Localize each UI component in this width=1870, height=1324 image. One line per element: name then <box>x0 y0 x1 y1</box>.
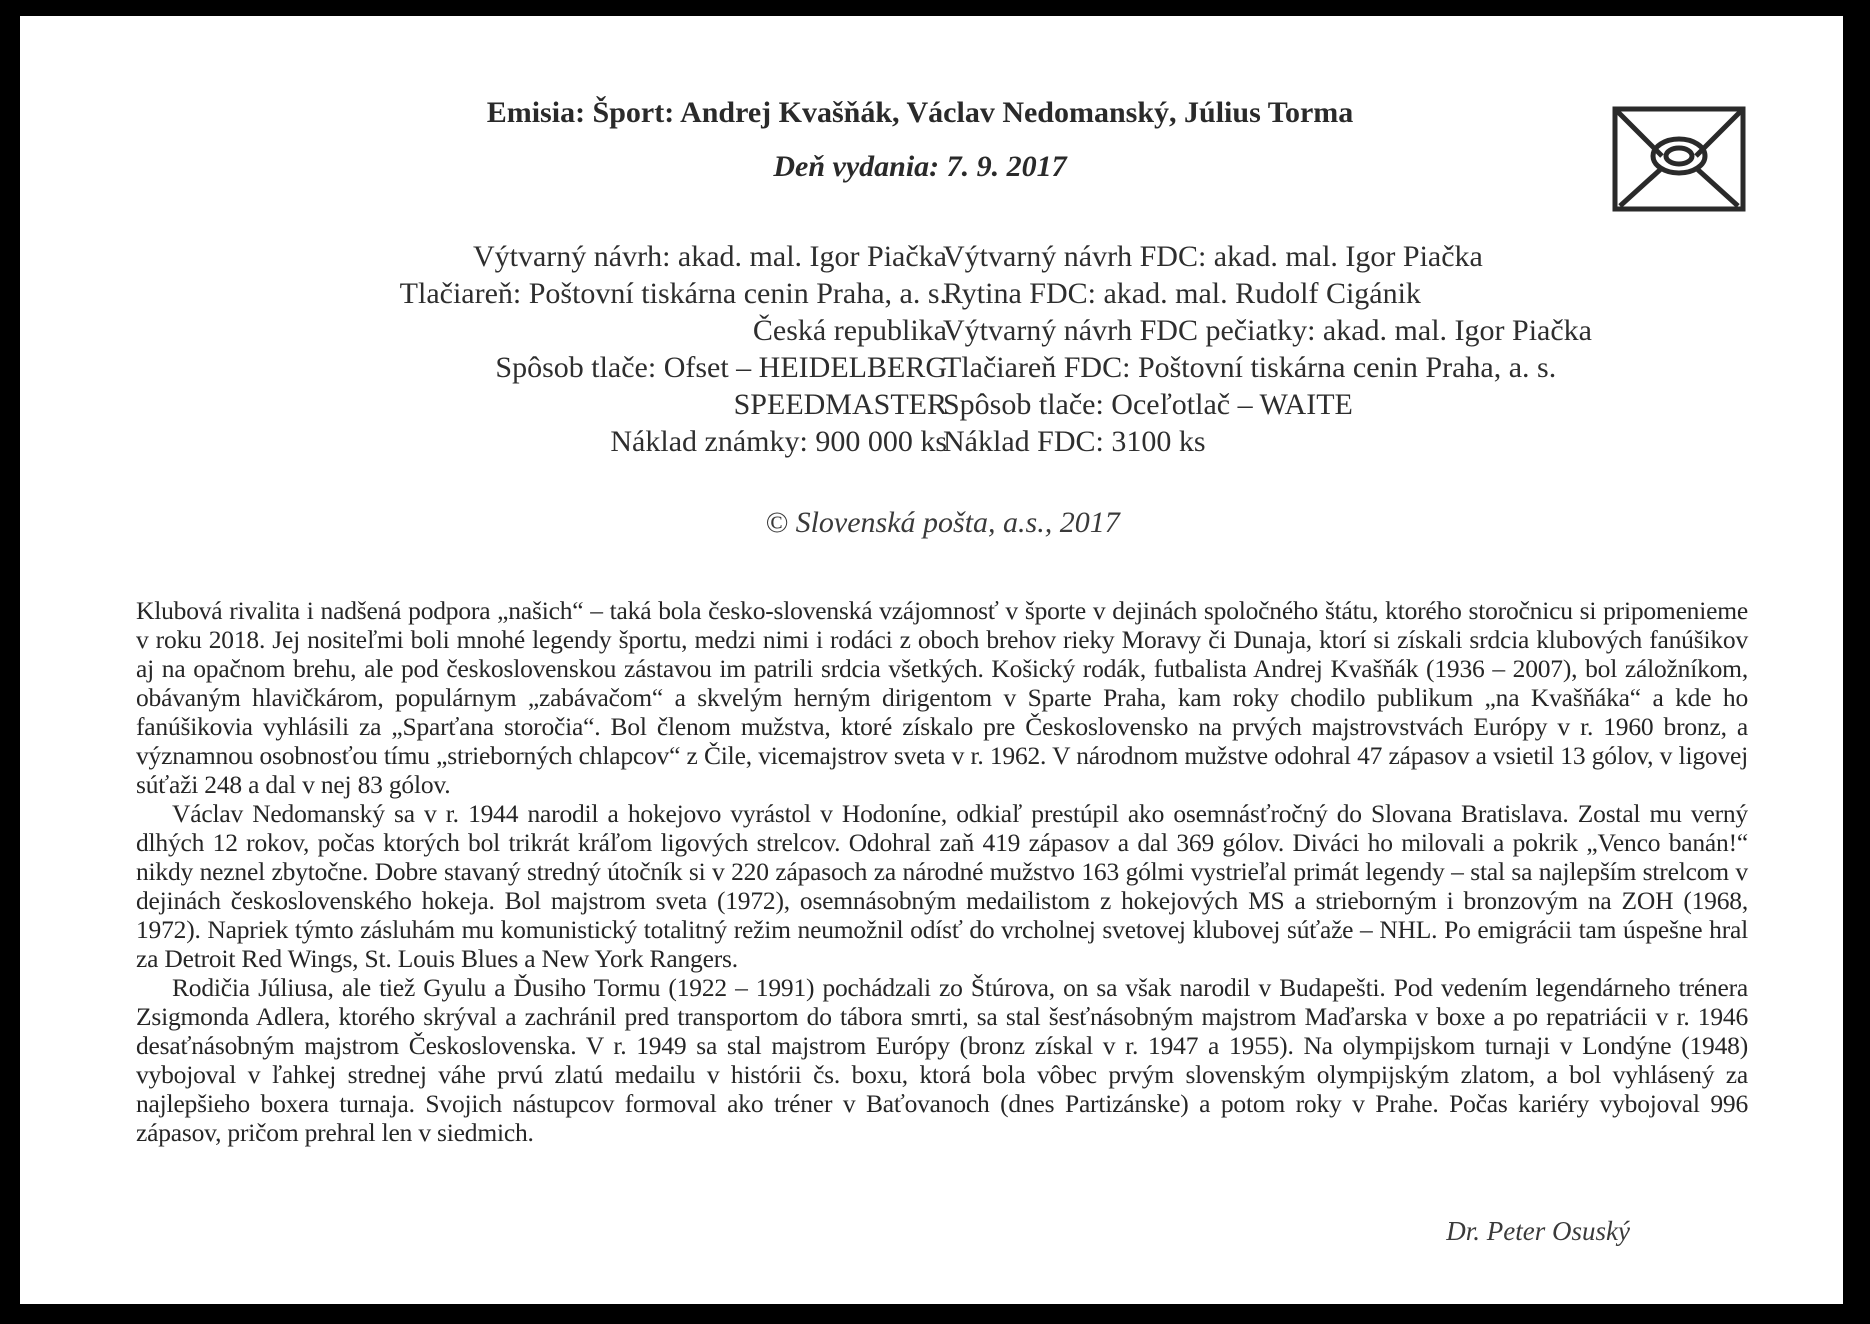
article-body <box>136 596 1748 1147</box>
fdc-credit-print-run: Náklad FDC: 3100 ks <box>943 425 1206 458</box>
credit-printer: Tlačiareň: Poštovní tiskárna cenin Praha, a. s. <box>399 277 947 310</box>
fdc-credit-print-method: Spôsob tlače: Oceľotlač – WAITE <box>943 388 1353 421</box>
fdc-credit-postmark: Výtvarný návrh FDC pečiatky: akad. mal. Igor Piačka <box>943 314 1592 347</box>
paragraph-torma: Rodičia Júliusa, ale tiež Gyulu a Ďusiho Tormu (1922 – 1991) pochádzali zo Štúrova, on sa však narodil v Budapešti. Pod vedením legendárneho trénera Zsigmonda Adlera, ktorého skrýval a zachránil pred transportom do tábora smrti, sa stal šesťnásobným majstrom Maďarska v boxe a po repatriácii v r. 1946 desaťnásobným majstrom Československa. V r. 1949 sa stal majstrom Európy (bronz získal v r. 1947 a 1955). Na olympijskom turnaji v Londýne (1948) vybojoval v ľahkej strednej váhe prvú zlatú medailu v histórii čs. boxu, ktorá bola vôbec prvým slovenským olympijským zlatom, a bol vyhlásený za najlepšieho boxera turnaja. Svojich nástupcov formoval ako tréner v Baťovanoch (dnes Partizánske) a potom roky v Prahe. Počas kariéry vybojoval 996 zápasov, pričom prehral len v siedmich. <box>136 973 1748 1147</box>
copyright: © Slovenská pošta, a.s., 2017 <box>765 506 1120 539</box>
issue-date: Deň vydania: 7. 9. 2017 <box>773 150 1067 183</box>
credit-print-method-cont: SPEEDMASTER <box>733 388 947 421</box>
credit-print-method: Spôsob tlače: Ofset – HEIDELBERG <box>495 351 947 384</box>
stamp-credits <box>400 238 947 460</box>
author-signature: Dr. Peter Osuský <box>1446 1216 1630 1246</box>
postal-horn-envelope-icon <box>1612 106 1746 212</box>
fdc-credit-printer: Tlačiareň FDC: Poštovní tiskárna cenin Praha, a. s. <box>943 351 1557 384</box>
fdc-credit-design: Výtvarný návrh FDC: akad. mal. Igor Piačka <box>943 240 1483 273</box>
credit-design: Výtvarný návrh: akad. mal. Igor Piačka <box>472 240 947 273</box>
credit-print-run: Náklad známky: 900 000 ks <box>610 425 947 458</box>
paragraph-kvasnak: Klubová rivalita i nadšená podpora „našich“ – taká bola česko-slovenská vzájomnosť v športe v dejinách spoločného štátu, ktorého storočnicu si pripomenieme v roku 2018. Jej nositeľmi boli mnohé legendy športu, medzi nimi i rodáci z oboch brehov rieky Moravy či Dunaja, ktorí si získali srdcia klubových fanúšikov aj na opačnom brehu, ale pod československou zástavou im patrili srdcia všetkých. Košický rodák, futbalista Andrej Kvašňák (1936 – 2007), bol záložníkom, obávaným hlavičkárom, populárnym „zabávačom“ a skvelým herným dirigentom v Sparte Praha, kam roky chodilo publikum „na Kvašňáka“ a kde ho fanúšikovia vyhlásili za „Sparťana storočia“. Bol členom mužstva, ktoré získalo pre Československo na prvých majstrovstvách Európy v r. 1960 bronz, a významnou osobnosťou tímu „strieborných chlapcov“ z Čile, vicemajstrov sveta v r. 1962. V národnom mužstve odohral 47 zápasov a vsietil 13 gólov, v ligovej súťaži 248 a dal v nej 83 gólov. <box>136 596 1748 799</box>
credit-country: Česká republika <box>752 314 947 347</box>
emission-title: Emisia: Šport: Andrej Kvašňák, Václav Nedomanský, Július Torma <box>486 96 1354 129</box>
fdc-credit-engraving: Rytina FDC: akad. mal. Rudolf Cigánik <box>943 277 1421 310</box>
paragraph-nedomansky: Václav Nedomanský sa v r. 1944 narodil a hokejovo vyrástol v Hodoníne, odkiaľ prestúpil ako osemnásťročný do Slovana Bratislava. Zostal mu verný dlhých 12 rokov, počas ktorých bol trikrát kráľom ligových strelcov. Odohral zaň 419 zápasov a dal 369 gólov. Diváci ho milovali a pokrik „Venco banán!“ nikdy neznel zbytočne. Dobre stavaný stredný útočník si v 220 zápasoch za národné mužstvo 163 gólmi vystrieľal primát legendy – stal sa najlepším strelcom v dejinách československého hokeja. Bol majstrom sveta (1972), osemnásobným medailistom z hokejových MS a strieborným i bronzovým na ZOH (1968, 1972). Napriek týmto zásluhám mu komunistický totalitný režim neumožnil odísť do vrcholnej svetovej klubovej súťaže – NHL. Po emigrácii tam úspešne hral za Detroit Red Wings, St. Louis Blues a New York Rangers. <box>136 799 1748 973</box>
fdc-credits <box>943 238 1592 460</box>
